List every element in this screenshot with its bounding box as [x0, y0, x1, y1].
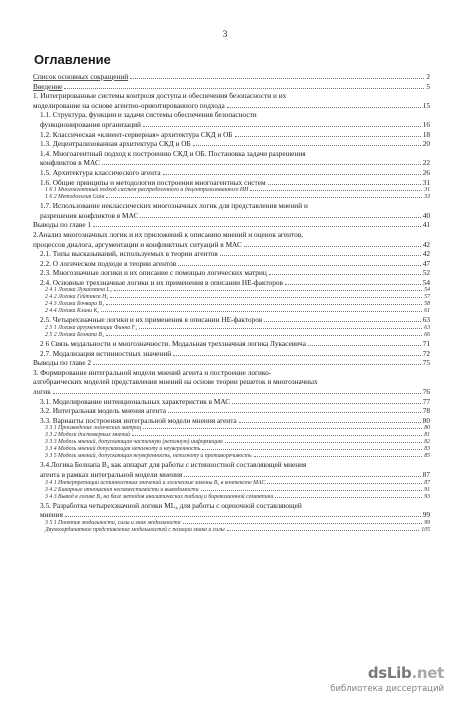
toc-entry: [33, 501, 430, 511]
toc-entry-title: 3 3 1 Произведение логических матриц: [45, 425, 142, 432]
toc-page-number: 63: [422, 315, 430, 325]
toc-page-number: 52: [422, 268, 430, 278]
toc-dot-leader: [235, 136, 421, 137]
toc-page-number: 87: [424, 479, 430, 486]
toc-page-number: 72: [422, 348, 430, 358]
watermark-subtitle: библиотека диссертаций: [330, 684, 444, 694]
toc-entry: [33, 494, 430, 501]
toc-entry-title: 3.4.Логика Белнапа B₄ как аппарат для работы с истинностной составляющей мнения: [40, 460, 307, 470]
toc-entry-title: моделирование на основе агентно-ориентированного подхода: [33, 100, 225, 110]
toc-entry-title: конфликтов в МАС: [40, 158, 100, 168]
toc-entry-title: Выводы по главе 1: [33, 220, 92, 230]
toc-dot-leader: [275, 497, 422, 498]
toc-entry: [33, 416, 430, 426]
watermark-logo-main: dsLib: [367, 664, 412, 682]
toc-dot-leader: [193, 145, 421, 146]
toc-page-number: 26: [422, 167, 430, 177]
toc-entry: [33, 240, 430, 250]
toc-dot-leader: [106, 335, 422, 336]
toc-entry-title: 2.3. Многозначные логики и их описание с помощью логических матриц: [40, 268, 267, 278]
toc-entry-title: агента в рамках интегральной модели мнения: [40, 470, 183, 479]
toc-entry-title: логик: [33, 387, 51, 397]
toc-entry: [33, 101, 430, 111]
toc-entry-title: 2 4 2 Логика Гейтинга H₃: [45, 294, 109, 301]
toc-dot-leader: [178, 265, 420, 266]
toc-entry-title: Список основных сокращений: [33, 72, 129, 81]
toc-dot-leader: [267, 483, 422, 484]
toc-entry: [33, 72, 430, 82]
toc-entry-title: Двухкоординатное представление модальностей с позиции знака и силы: [45, 526, 225, 533]
toc-entry-title: 2 4 3 Логика Бочвара B₃: [45, 301, 105, 308]
toc-page-number: 2: [426, 72, 430, 81]
toc-entry-title: процессов диалога, аргументации и конфликтных ситуаций в МАС: [33, 239, 242, 249]
toc-page-number: 15: [422, 100, 430, 110]
toc-entry: [33, 368, 430, 378]
toc-entry-title: 3 3 4 Модель мнений допускающая неполноту и неуверенность: [45, 446, 201, 453]
toc-dot-leader: [269, 274, 421, 275]
toc-dot-leader: [232, 403, 421, 404]
toc-entry: [33, 397, 430, 407]
toc-entry: [33, 130, 430, 140]
toc-dot-leader: [227, 530, 420, 531]
toc-dot-leader: [101, 311, 422, 312]
toc-entry-title: 2 4 1 Логика Лукасевича L₃: [45, 287, 112, 294]
toc-page-number: 54: [424, 287, 430, 294]
toc-entry: [33, 194, 430, 201]
toc-entry-title: Выводы по главе 2: [33, 358, 92, 368]
toc-entry-title: 2.7. Модализация истинностных значений: [40, 348, 172, 358]
toc-entry-title: 2 4 4 Логика Клини K₃: [45, 308, 100, 315]
toc-entry-title: 3 3 5 Модель мнений, допускающая неуверенность, неполноту и противоречивость: [45, 453, 252, 460]
toc-entry: [33, 82, 430, 92]
toc-page-number: 76: [422, 387, 430, 397]
toc-entry-title: 2 5 2 Логика Белнапа B₄: [45, 332, 104, 339]
toc-entry-title: 3.5. Разработка четырехзначной логики ML₄ для работы с оценочной составляющей: [40, 500, 302, 510]
toc-entry-title: 2.1. Типы высказываний, используемых в теории агентов: [40, 249, 218, 259]
toc-entry-title: 2.5. Четырехзначные логики и их применения в описании НЕ-факторов: [40, 315, 263, 325]
toc-entry: [33, 349, 430, 359]
toc-dot-leader: [93, 226, 421, 227]
toc-dot-leader: [202, 449, 422, 450]
toc-page-number: 82: [424, 439, 430, 446]
toc-page-number: 22: [422, 158, 430, 168]
toc-entry: [33, 110, 430, 120]
toc-page-number: 54: [422, 277, 430, 287]
toc-entry: [33, 308, 430, 315]
toc-entry: [33, 259, 430, 269]
toc-page-number: 5: [426, 81, 430, 91]
toc-entry-title: 3 4 3 Вывод в логике B₄ на базе методов аналитических таблиц и биревизионной семантики: [45, 493, 274, 500]
toc-entry: [33, 470, 430, 480]
toc-page-number: 80: [424, 425, 430, 432]
toc-entry-title: 1.1. Структура, функции и задачи системы обеспечения безопасности: [40, 110, 257, 120]
toc-dot-leader: [106, 304, 422, 305]
toc-entry: [33, 230, 430, 240]
toc-page-number: 75: [422, 358, 430, 368]
toc-entry-title: 1 6 1 Многоагентный подход систем распределенного и децентрализованного ИИ: [45, 187, 249, 194]
toc-dot-leader: [132, 435, 422, 436]
toc-page-number: 87: [422, 470, 430, 479]
toc-entry: [33, 480, 430, 487]
toc-dot-leader: [201, 490, 423, 491]
toc-dot-leader: [143, 428, 422, 429]
table-of-contents: [33, 72, 430, 534]
toc-entry-title: 3 5 1 Понятие модальности, силы и знак модальности: [45, 519, 181, 526]
toc-entry: [33, 520, 430, 527]
toc-entry-title: 1.7. Использование неклассических многозначных логик для представления мнений и: [40, 201, 308, 211]
toc-entry-title: 3 4 1 Интерпретации истинностных значений и логические законы B₄ в контексте МАС: [45, 479, 266, 486]
toc-page-number: 31: [424, 187, 430, 194]
toc-page-number: 99: [424, 519, 430, 526]
toc-dot-leader: [285, 284, 421, 285]
toc-entry-title: 1.5. Архитектура классического агента: [40, 167, 161, 177]
toc-entry-title: 3 3 3 Модель мнений, допускающая частичную (неполную) информацию: [45, 439, 223, 446]
toc-entry: [33, 527, 430, 534]
toc-dot-leader: [163, 174, 421, 175]
toc-dot-leader: [93, 364, 421, 365]
toc-page-number: 58: [424, 301, 430, 308]
toc-dot-leader: [227, 107, 421, 108]
toc-entry: [33, 211, 430, 221]
toc-entry-title: 3.1. Моделирование интенциональных характеристик в МАС: [40, 396, 231, 406]
toc-entry: [33, 387, 430, 397]
toc-entry: [33, 220, 430, 230]
toc-entry-title: 1. Интегрированные системы контроля доступа и обеспечения безопасности и их: [33, 91, 287, 101]
toc-entry-title: 2.Анализ многозначных логик и их приложений к описанию мнений и оценок агентов,: [33, 229, 303, 239]
toc-entry: [33, 201, 430, 211]
toc-dot-leader: [168, 412, 421, 413]
toc-entry: [33, 460, 430, 470]
toc-entry: [33, 268, 430, 278]
toc-dot-leader: [308, 345, 421, 346]
toc-dot-leader: [183, 523, 423, 524]
toc-entry: [33, 332, 430, 339]
toc-entry-title: 1.2. Классическая «клиент-серверная» архитектура СКД и ОБ: [40, 129, 233, 139]
toc-dot-leader: [264, 321, 420, 322]
toc-entry: [33, 453, 430, 460]
toc-entry-title: алгебраических моделей представления мнений на основе теории решеток и многозначных: [33, 377, 318, 387]
toc-entry-title: 2 6 Связь модальности и многозначности. Модальная трехзначная логика Лукасевича: [40, 339, 306, 349]
toc-page-number: 99: [422, 510, 430, 520]
toc-dot-leader: [106, 197, 422, 198]
toc-page-number: 40: [422, 210, 430, 220]
toc-dot-leader: [268, 184, 421, 185]
toc-dot-leader: [225, 442, 422, 443]
toc-entry-title: 2 5 1 Логика аргументации Финна F₄: [45, 325, 138, 332]
toc-dot-leader: [173, 355, 421, 356]
toc-page-number: 47: [422, 258, 430, 268]
toc-page-number: 81: [424, 432, 430, 439]
toc-page-number: 105: [421, 526, 430, 533]
toc-dot-leader: [239, 422, 421, 423]
toc-page-number: 18: [422, 129, 430, 139]
page-number: 3: [222, 30, 228, 40]
toc-entry: [33, 168, 430, 178]
toc-entry-title: 2.4. Основные трехзначные логики и их применения в описании НЕ-факторов: [40, 277, 283, 287]
toc-page-number: 61: [424, 308, 430, 315]
toc-page-number: 63: [424, 325, 430, 332]
toc-page-number: 83: [424, 446, 430, 453]
toc-entry-title: 3.3. Варианты построения интегральной модели мнения агента: [40, 415, 237, 425]
toc-dot-leader: [110, 297, 422, 298]
toc-dot-leader: [184, 476, 420, 477]
toc-entry-title: функционирования организаций: [40, 119, 141, 129]
toc-entry-title: 3 3 2 Модели достоверных мнений: [45, 432, 131, 439]
toc-entry: [33, 377, 430, 387]
toc-page-number: 16: [422, 119, 430, 129]
toc-entry: [33, 315, 430, 325]
toc-entry: [33, 178, 430, 188]
toc-dot-leader: [130, 78, 424, 79]
toc-page-number: 77: [422, 396, 430, 406]
toc-entry-title: 3 4 2 Бинарные отношения несовместимости и выводимости: [45, 486, 199, 493]
toc-dot-leader: [53, 393, 421, 394]
toc-page-number: 71: [422, 339, 430, 349]
toc-entry: [33, 358, 430, 368]
toc-entry-title: 1.6. Общие принципы и методология построения многоагентных систем: [40, 177, 266, 187]
toc-entry-title: 1.4. Многоагентный подход к построению СКД и ОБ. Постановка задачи разрешения: [40, 148, 306, 158]
toc-page-number: 80: [422, 415, 430, 425]
toc-entry: [33, 91, 430, 101]
toc-page-number: 85: [424, 453, 430, 460]
toc-entry-title: 1 6 2 Методология Gaia: [45, 194, 105, 201]
toc-page-number: 57: [424, 294, 430, 301]
toc-page-number: 78: [422, 406, 430, 416]
toc-entry: [33, 325, 430, 332]
toc-dot-leader: [143, 126, 421, 127]
toc-page-number: 41: [422, 220, 430, 230]
toc-dot-leader: [64, 88, 424, 89]
toc-dot-leader: [140, 217, 420, 218]
toc-page-number: 33: [424, 194, 430, 201]
toc-entry: [33, 406, 430, 416]
toc-entry-title: 1.3. Децентрализованная архитектура СКД и ОБ: [40, 139, 191, 149]
watermark-logo-suffix: .net: [411, 664, 444, 682]
toc-dot-leader: [139, 328, 422, 329]
toc-dot-leader: [114, 290, 422, 291]
toc-dot-leader: [250, 190, 422, 191]
toc-entry: [33, 120, 430, 130]
toc-entry: [33, 487, 430, 494]
toc-entry-title: Введение: [33, 81, 63, 91]
toc-page-number: 42: [422, 239, 430, 249]
toc-page-number: 42: [422, 249, 430, 259]
site-watermark: [314, 662, 450, 702]
toc-entry: [33, 249, 430, 259]
toc-page-number: 20: [422, 139, 430, 149]
toc-heading: Оглавление: [34, 52, 111, 67]
toc-dot-leader: [220, 255, 421, 256]
toc-page-number: 91: [424, 486, 430, 493]
toc-entry-title: разрешения конфликтов в МАС: [40, 210, 139, 220]
toc-dot-leader: [65, 516, 421, 517]
toc-dot-leader: [254, 456, 423, 457]
toc-entry-title: 3. Формирование интегральной модели мнений агента и построение логико-: [33, 367, 272, 377]
watermark-logo: [368, 664, 444, 682]
toc-dot-leader: [102, 164, 421, 165]
toc-dot-leader: [244, 246, 421, 247]
toc-entry: [33, 158, 430, 168]
toc-entry-title: 3.2. Интегральная модель мнения агента: [40, 406, 166, 416]
toc-entry: [33, 339, 430, 349]
toc-entry-title: 2.2. О логическом подходе в теории агентов: [40, 258, 177, 268]
toc-entry: [33, 149, 430, 159]
toc-entry-title: мнения: [40, 510, 63, 520]
toc-page-number: 93: [424, 493, 430, 500]
toc-entry: [33, 139, 430, 149]
toc-entry: [33, 510, 430, 520]
toc-page-number: 31: [422, 177, 430, 187]
toc-page-number: 66: [424, 332, 430, 339]
